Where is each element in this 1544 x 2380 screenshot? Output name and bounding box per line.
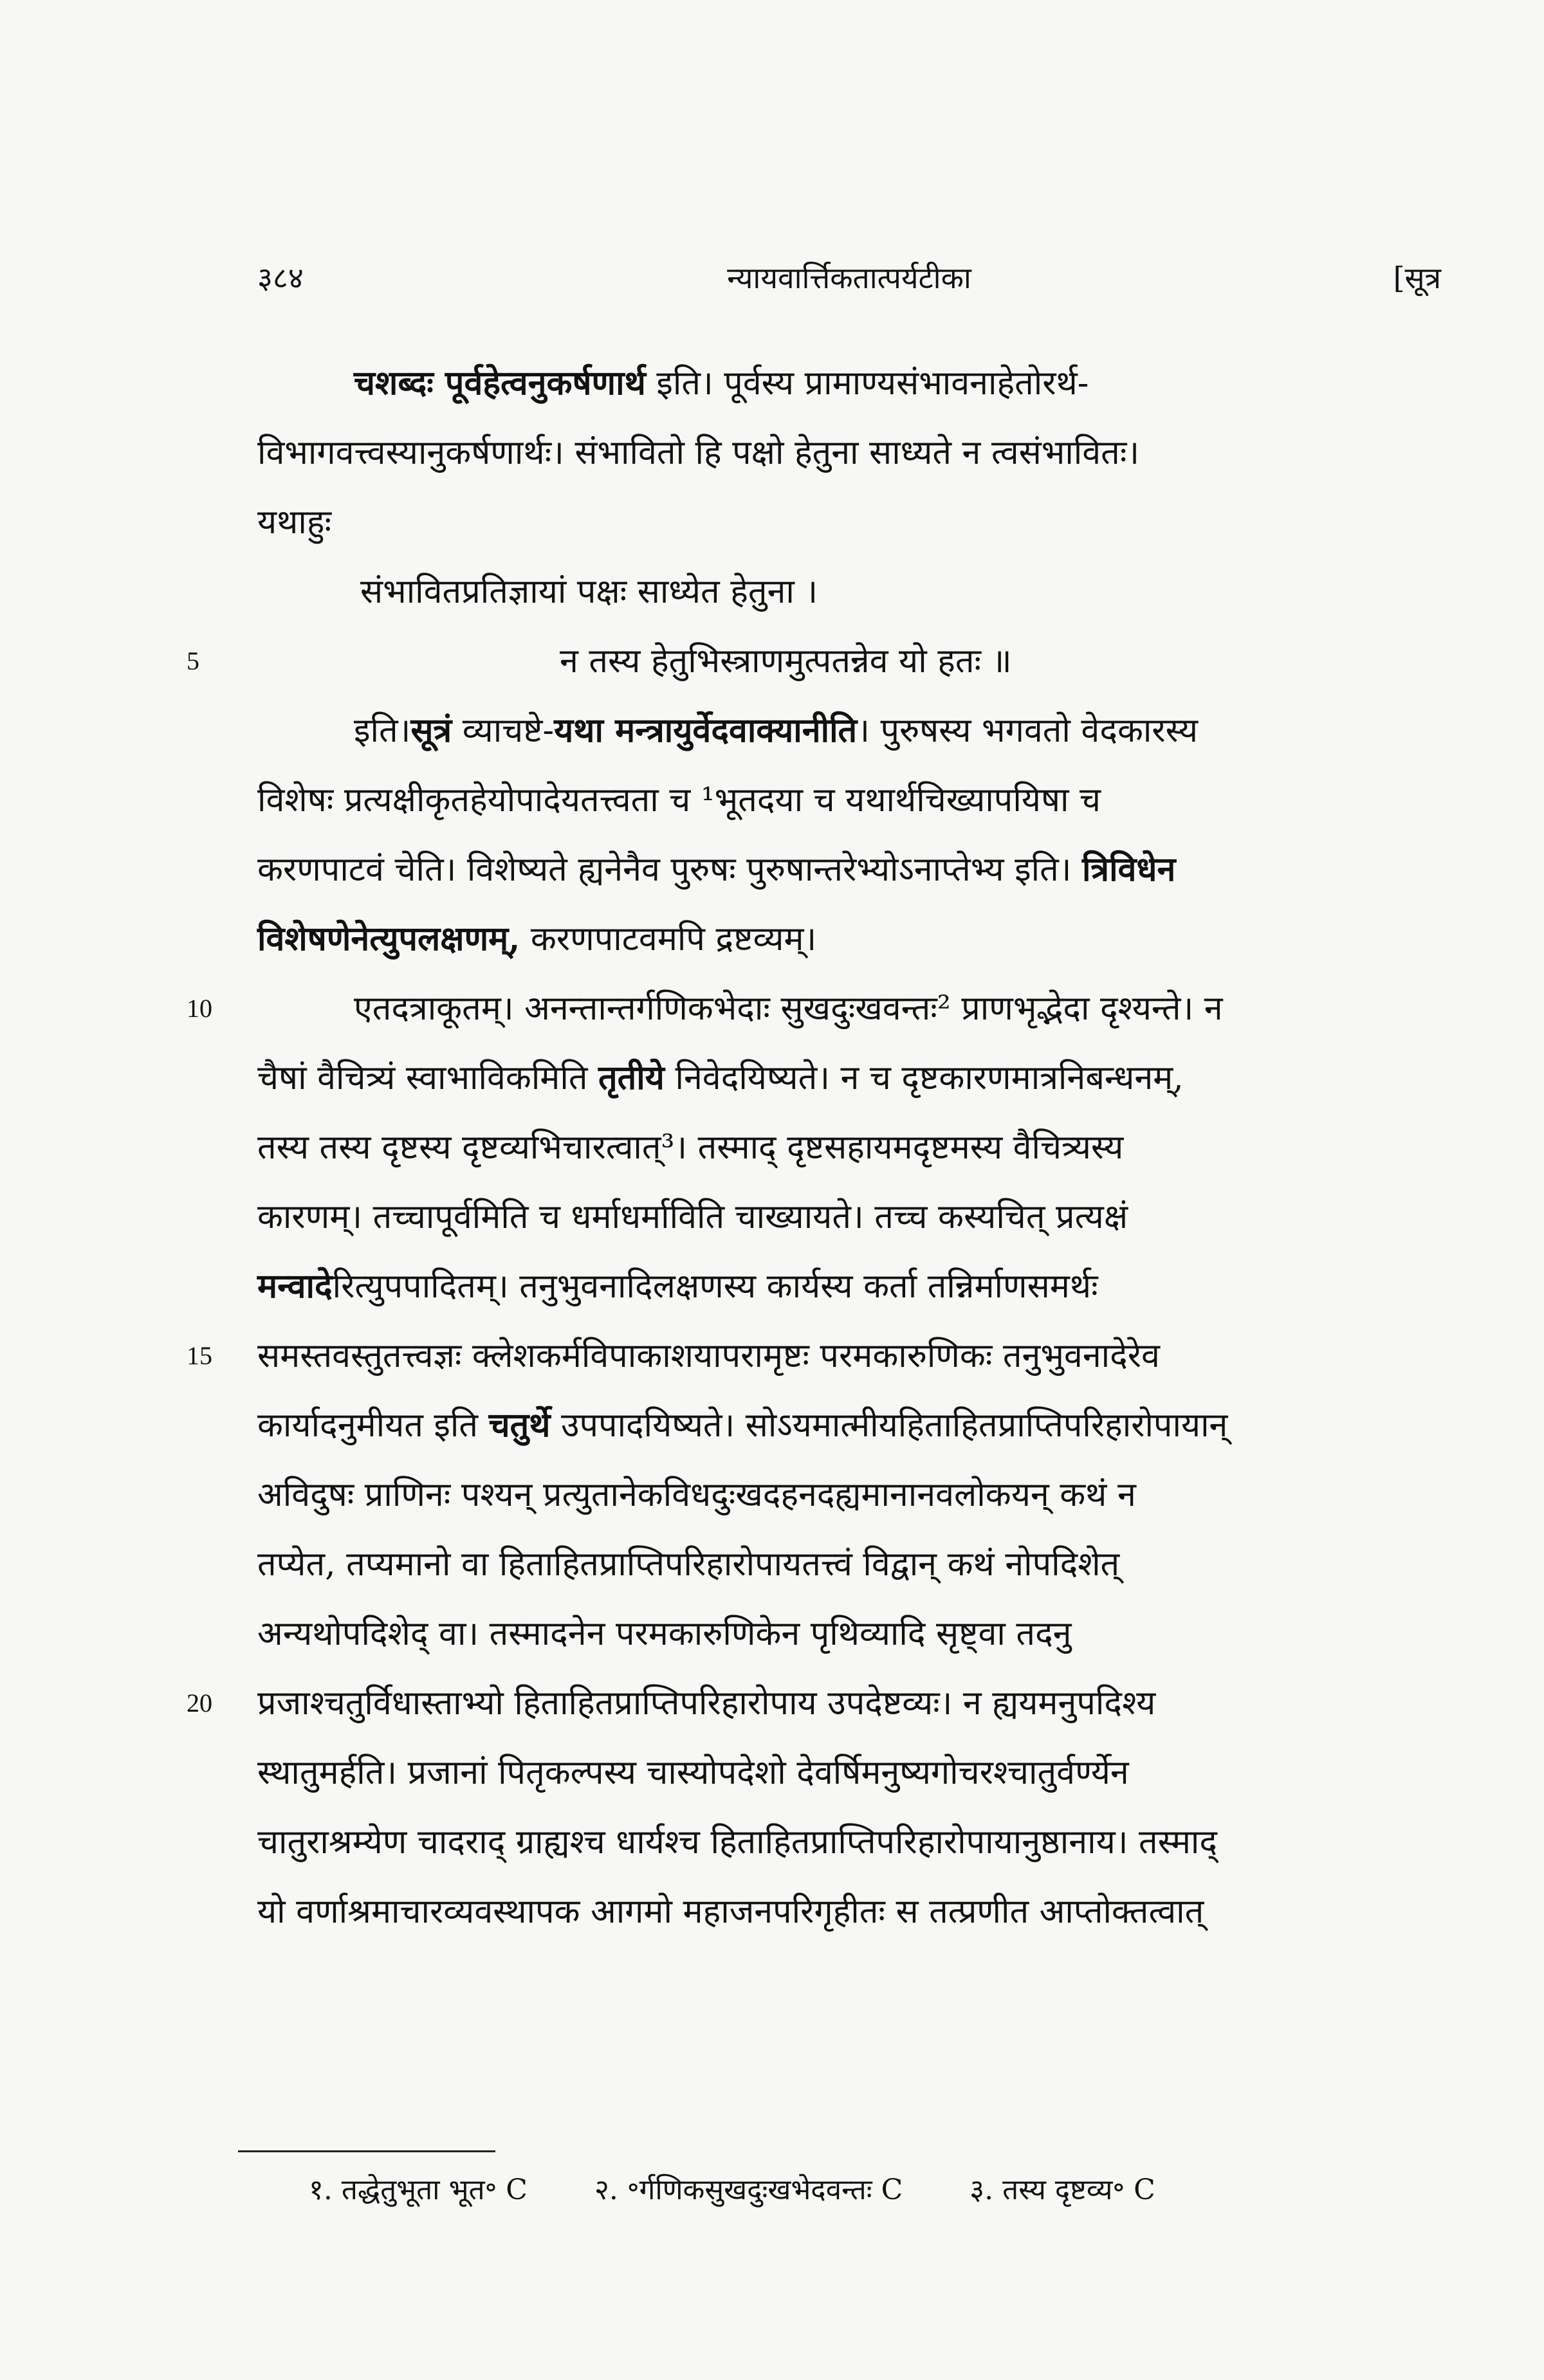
bold-term: चशब्दः पूर्वहेत्वनुकर्षणार्थ [354,363,646,403]
text-line-2: विभागवत्त्वस्यानुकर्षणार्थः। संभावितो हि पक्षो हेतुना साध्यते न त्वसंभावितः। [257,434,1140,472]
text-line-20: प्रजाश्चतुर्विधास्ताभ्यो हिताहितप्राप्तिपरिहारोपाय उपदेष्टव्यः। न ह्ययमनुपदिश्य [257,1684,1156,1723]
text-line-17: अविदुषः प्राणिनः पश्यन् प्रत्युतानेकविधदुःखदहनदह्यमानानवलोकयन् कथं न [257,1476,1136,1514]
text-line-22: चातुराश्रम्येण चादराद् ग्राह्यश्च धार्यश्च हिताहितप्राप्तिपरिहारोपायानुष्ठानाय। तस्माद् [257,1823,1218,1862]
line-number-15: 15 [187,1341,212,1370]
running-title: न्यायवार्त्तिकतात्पर्यटीका [727,261,971,295]
verse-line-2: न तस्य हेतुभिस्त्राणमुत्पतन्नेव यो हतः ॥ [560,642,1012,681]
text-line-13: कारणम्। तच्चापूर्वमिति च धर्माधर्माविति चाख्यायते। तच्च कस्यचित् प्रत्यक्षं [257,1198,1128,1236]
line-number-20: 20 [187,1689,212,1717]
running-header [257,257,1441,309]
text-line-9: विशेषणेनेत्युपलक्षणम्, करणपाटवमपि द्रष्टव्यम्। [257,919,817,958]
text-line-23: यो वर्णाश्रमाचारव्यवस्थापक आगमो महाजनपरिगृहीतः स तत्प्रणीत आप्तोक्तत्वात् [257,1892,1204,1931]
footnote-2: २. ॰र्गणिकसुखदुःखभेदवन्तः C [594,2174,903,2206]
text-line-21: स्थातुमर्हति। प्रजानां पितृकल्पस्य चास्योपदेशो देवर्षिमनुष्यगोचरश्चातुर्वर्ण्येन [257,1753,1129,1792]
text-line-3: यथाहुः [257,503,331,542]
footnote-1: १. तद्धेतुभूता भूत॰ C [309,2174,528,2206]
text-line-6: इति।सूत्रं व्याचष्टे-यथा मन्त्रायुर्वेदवाक्यानीति। पुरुषस्य भगवतो वेदकारस्य [354,711,1199,750]
text-line-16: कार्यादनुमीयत इति चतुर्थे उपपादयिष्यते। सोऽयमात्मीयहिताहितप्राप्तिपरिहारोपायान् [257,1405,1228,1445]
text-line-19: अन्यथोपदिशेद् वा। तस्मादनेन परमकारुणिकेन पृथिव्यादि सृष्ट्वा तदनु [257,1615,1072,1653]
text-line-14: मन्वादेरित्युपपादितम्। तनुभुवनादिलक्षणस्य कार्यस्य कर्ता तन्निर्माणसमर्थः [257,1267,1098,1306]
line-number-10: 10 [187,994,212,1023]
page-number: ३८४ [257,261,304,295]
text-line-18: तप्येत, तप्यमानो वा हिताहितप्राप्तिपरिहारोपायतत्त्वं विद्वान् कथं नोपदिशेत् [257,1545,1120,1584]
footnote-3: ३. तस्य दृष्टव्य॰ C [970,2174,1155,2206]
verse-line-1: संभावितप्रतिज्ञायां पक्षः साध्येत हेतुना । [360,572,818,611]
text-line-1: चशब्दः पूर्वहेत्वनुकर्षणार्थ इति। पूर्वस्य प्रामाण्यसंभावनाहेतोरर्थ- [354,363,1089,403]
text-line-7: विशेषः प्रत्यक्षीकृतहेयोपादेयतत्त्वता च ¹भूतदया च यथार्थचिख्यापयिषा च [257,781,1101,819]
footnotes [309,2161,1467,2219]
line-number-5: 5 [187,646,199,675]
text-line-15: समस्तवस्तुतत्त्वज्ञः क्लेशकर्मविपाकाशयापरामृष्टः परमकारुणिकः तनुभुवनादेरेव [257,1337,1160,1375]
text-line-8: करणपाटवं चेति। विशेष्यते ह्यनेनैव पुरुषः पुरुषान्तरेभ्योऽनाप्तेभ्य इति। त्रिविधेन [257,850,1176,889]
text-line-10: एतदत्राकूतम्। अनन्तान्तर्गणिकभेदाः सुखदुःखवन्तः² प्राणभृद्भेदा दृश्यन्ते। न [354,989,1223,1028]
text-line-12: तस्य तस्य दृष्टस्य दृष्टव्यभिचारत्वात्³। तस्माद् दृष्टसहायमदृष्टमस्य वैचित्र्यस्य [257,1128,1124,1167]
section-marker: [सूत्र [1393,261,1441,295]
footnote-rule [238,2150,495,2152]
text-line-11: चैषां वैचित्र्यं स्वाभाविकमिति तृतीये निवेदयिष्यते। न च दृष्टकारणमात्रनिबन्धनम्, [257,1058,1184,1097]
